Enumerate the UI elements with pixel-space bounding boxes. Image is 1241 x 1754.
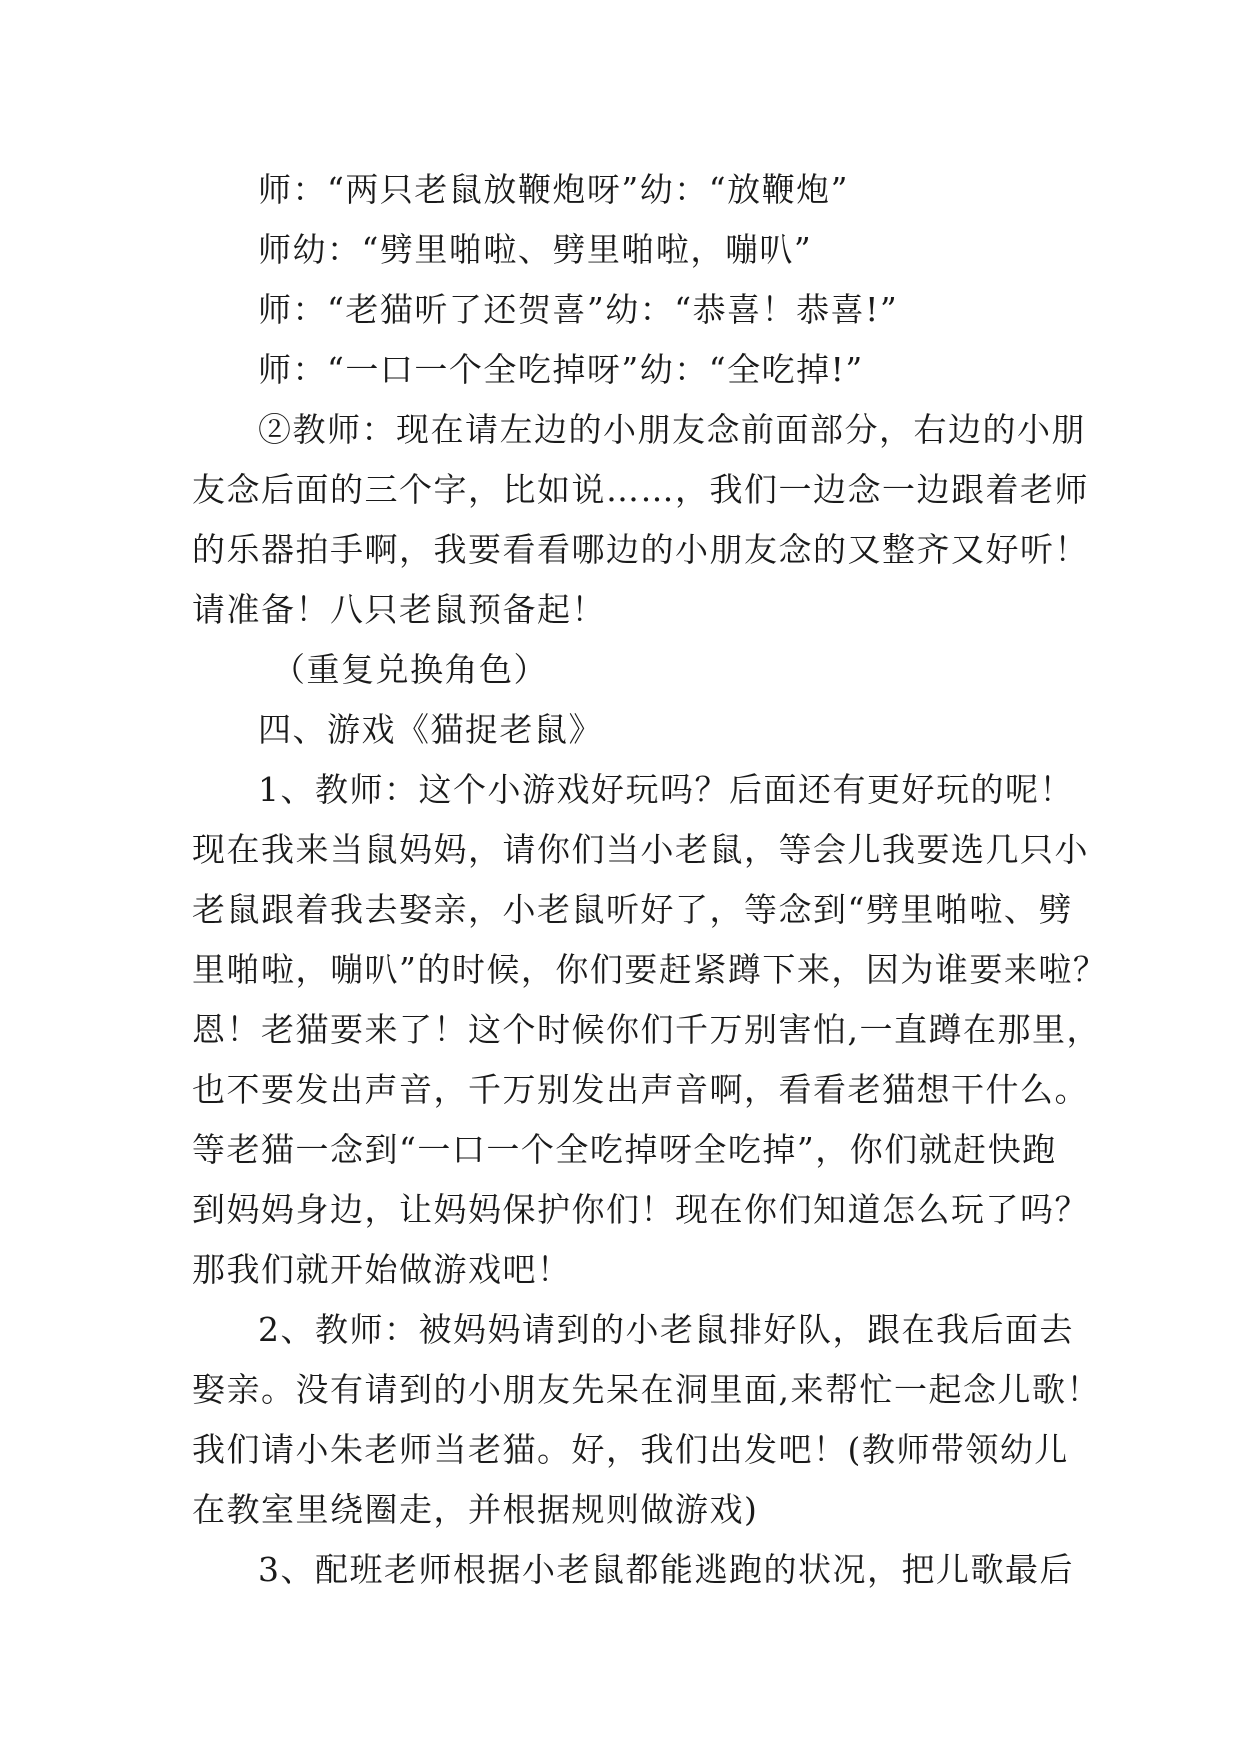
paragraph-line: 在教室里绕圈走，并根据规则做游戏) <box>192 1490 759 1529</box>
paragraph-line: 等老猫一念到“一口一个全吃掉呀全吃掉”，你们就赶快跑 <box>192 1130 1057 1169</box>
paragraph-line: 2、教师：被妈妈请到的小老鼠排好队，跟在我后面去 <box>258 1310 1074 1349</box>
paragraph-line: 3、配班老师根据小老鼠都能逃跑的状况，把儿歌最后 <box>258 1550 1074 1589</box>
paragraph-line: ②教师：现在请左边的小朋友念前面部分，右边的小朋 <box>258 410 1086 449</box>
stage-note: （重复兑换角色） <box>272 650 548 689</box>
dialogue-line-1: 师：“两只老鼠放鞭炮呀”幼：“放鞭炮” <box>258 170 849 209</box>
paragraph-line: 的乐器拍手啊，我要看看哪边的小朋友念的又整齐又好听！ <box>192 530 1089 569</box>
paragraph-line: 友念后面的三个字，比如说……，我们一边念一边跟着老师 <box>192 470 1089 509</box>
dialogue-line-4: 师：“一口一个全吃掉呀”幼：“全吃掉!” <box>258 350 864 389</box>
paragraph-line: 娶亲。没有请到的小朋友先呆在洞里面,来帮忙一起念儿歌！ <box>192 1370 1101 1409</box>
paragraph-line: 请准备！八只老鼠预备起！ <box>192 590 606 629</box>
document-body <box>192 160 1108 1600</box>
paragraph-line: 我们请小朱老师当老猫。好，我们出发吧！(教师带领幼儿 <box>192 1430 1069 1469</box>
paragraph-line: 到妈妈身边，让妈妈保护你们！现在你们知道怎么玩了吗？ <box>192 1190 1089 1229</box>
dialogue-line-3: 师：“老猫听了还贺喜”幼：“恭喜！恭喜!” <box>258 290 899 329</box>
paragraph-line: 1、教师：这个小游戏好玩吗？后面还有更好玩的呢！ <box>258 770 1074 809</box>
paragraph-line: 那我们就开始做游戏吧！ <box>192 1250 572 1289</box>
section-heading: 四、游戏《猫捉老鼠》 <box>258 710 603 749</box>
paragraph-line: 也不要发出声音，千万别发出声音啊，看看老猫想干什么。 <box>192 1070 1089 1109</box>
dialogue-line-2: 师幼：“劈里啪啦、劈里啪啦，嘣叭” <box>258 230 813 269</box>
paragraph-line: 里啪啦，嘣叭”的时候，你们要赶紧蹲下来，因为谁要来啦？ <box>192 950 1108 989</box>
paragraph-line: 现在我来当鼠妈妈，请你们当小老鼠，等会儿我要选几只小 <box>192 830 1089 869</box>
paragraph-line: 恩！老猫要来了！这个时候你们千万别害怕,一直蹲在那里， <box>192 1010 1101 1049</box>
paragraph-line: 老鼠跟着我去娶亲，小老鼠听好了，等念到“劈里啪啦、劈 <box>192 890 1073 929</box>
